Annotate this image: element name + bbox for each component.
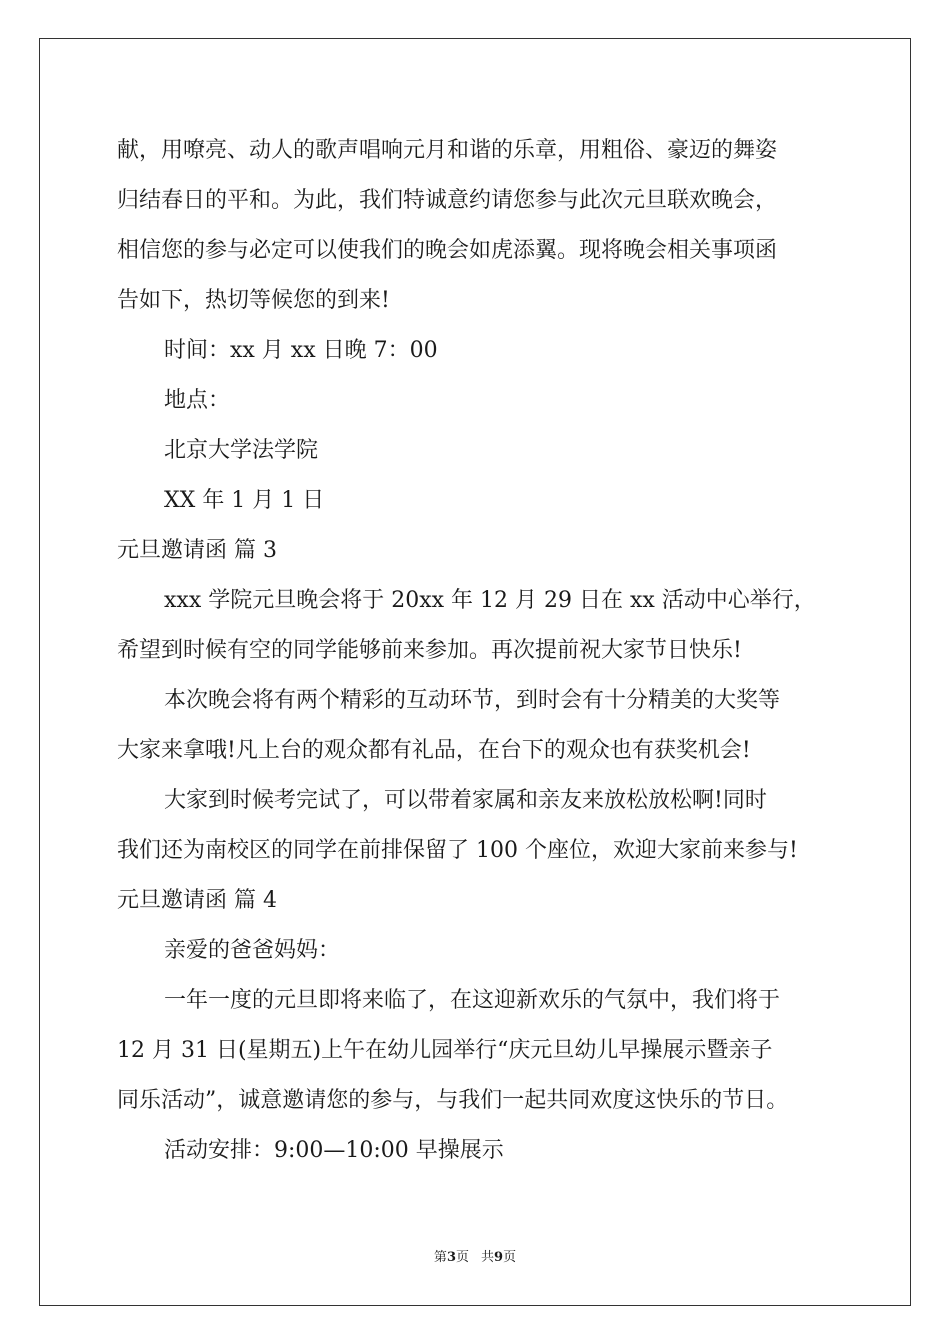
text-line: 归结春日的平和。为此，我们特诚意约请您参与此次元旦联欢晚会， [117, 188, 778, 213]
total-pages: 9 [494, 1250, 504, 1265]
text-line: 本次晚会将有两个精彩的互动环节，到时会有十分精美的大奖等 [164, 688, 781, 713]
section-heading-4: 元旦邀请函 篇 4 [117, 888, 277, 913]
section-heading-3: 元旦邀请函 篇 3 [117, 538, 277, 563]
page-footer [0, 1248, 950, 1268]
event-location-label: 地点： [164, 388, 231, 413]
total-suffix: 页 [503, 1250, 517, 1265]
organizer-name: 北京大学法学院 [164, 438, 319, 463]
page-number: 3 [446, 1250, 456, 1265]
document-body [117, 126, 837, 1176]
text-line: 献，用嘹亮、动人的歌声唱响元月和谐的乐章，用粗俗、豪迈的舞姿 [117, 138, 778, 163]
text-line: 希望到时候有空的同学能够前来参加。再次提前祝大家节日快乐! [117, 638, 742, 663]
total-prefix: 共 [481, 1250, 495, 1265]
text-line: 告如下，热切等候您的到来! [117, 288, 390, 313]
text-line: 我们还为南校区的同学在前排保留了 100 个座位，欢迎大家前来参与! [117, 838, 798, 863]
salutation: 亲爱的爸爸妈妈： [164, 938, 341, 963]
text-line: 相信您的参与必定可以使我们的晚会如虎添翼。现将晚会相关事项函 [117, 238, 778, 263]
page-prefix: 第 [433, 1250, 447, 1265]
text-line: 大家到时候考完试了，可以带着家属和亲友来放松放松啊!同时 [164, 788, 767, 813]
text-line: xxx 学院元旦晚会将于 20xx 年 12 月 29 日在 xx 活动中心举行， [164, 588, 816, 613]
text-line: 大家来拿哦!凡上台的观众都有礼品，在台下的观众也有获奖机会! [117, 738, 751, 763]
event-time: 时间：xx 月 xx 日晚 7：00 [164, 338, 438, 363]
text-line: 同乐活动”，诚意邀请您的参与，与我们一起共同欢度这快乐的节日。 [117, 1088, 789, 1113]
page-suffix: 页 [455, 1250, 469, 1265]
schedule-line: 活动安排：9:00—10:00 早操展示 [164, 1138, 504, 1163]
text-line: 一年一度的元旦即将来临了，在这迎新欢乐的气氛中，我们将于 [164, 988, 781, 1013]
text-line: 12 月 31 日(星期五)上午在幼儿园举行“庆元旦幼儿早操展示暨亲子 [117, 1038, 773, 1063]
letter-date: XX 年 1 月 1 日 [164, 488, 325, 513]
